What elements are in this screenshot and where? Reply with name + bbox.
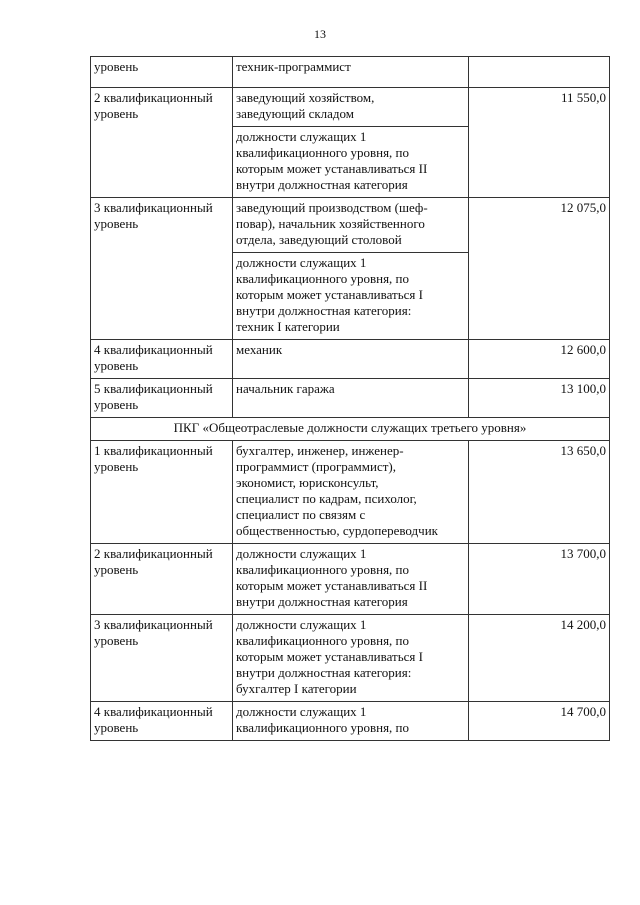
salary-cell: 12 600,0 bbox=[469, 340, 610, 379]
level-cell: 4 квалификационный уровень bbox=[91, 702, 233, 741]
position-cell: заведующий производством (шеф- повар), начальник хозяйственного отдела, заведующий столовой bbox=[233, 198, 469, 253]
position-cell: должности служащих 1 квалификационного уровня, по bbox=[233, 702, 469, 741]
position-cell: техник-программист bbox=[233, 57, 469, 88]
salary-cell: 14 700,0 bbox=[469, 702, 610, 741]
group-header-row bbox=[91, 418, 610, 441]
table-row bbox=[91, 702, 610, 741]
level-cell: 3 квалификационный уровень bbox=[91, 198, 233, 340]
level-cell: 5 квалификационный уровень bbox=[91, 379, 233, 418]
table-row bbox=[91, 615, 610, 702]
level-cell: 2 квалификационный уровень bbox=[91, 88, 233, 198]
level-cell: 2 квалификационный уровень bbox=[91, 544, 233, 615]
position-cell: должности служащих 1 квалификационного уровня, по которым может устанавливаться I внутри должностная категория: техник I категории bbox=[233, 253, 469, 340]
table-row bbox=[91, 544, 610, 615]
position-cell: должности служащих 1 квалификационного уровня, по которым может устанавливаться II внутри должностная категория bbox=[233, 127, 469, 198]
salary-cell bbox=[469, 57, 610, 88]
table-row bbox=[91, 57, 610, 88]
position-cell: бухгалтер, инженер, инженер- программист (программист), экономист, юрисконсульт, специалист по кадрам, психолог, специалист по связям с общественностью, сурдопереводчик bbox=[233, 441, 469, 544]
position-cell: должности служащих 1 квалификационного уровня, по которым может устанавливаться II внутри должностная категория bbox=[233, 544, 469, 615]
position-cell: механик bbox=[233, 340, 469, 379]
salary-cell: 13 700,0 bbox=[469, 544, 610, 615]
table-row bbox=[91, 379, 610, 418]
salary-cell: 13 100,0 bbox=[469, 379, 610, 418]
level-cell: уровень bbox=[91, 57, 233, 88]
level-cell: 4 квалификационный уровень bbox=[91, 340, 233, 379]
table-row bbox=[91, 441, 610, 544]
table-row bbox=[91, 198, 610, 253]
salary-cell: 14 200,0 bbox=[469, 615, 610, 702]
table-row bbox=[91, 88, 610, 127]
salary-cell: 11 550,0 bbox=[469, 88, 610, 198]
position-cell: заведующий хозяйством, заведующий складом bbox=[233, 88, 469, 127]
level-cell: 1 квалификационный уровень bbox=[91, 441, 233, 544]
position-cell: начальник гаража bbox=[233, 379, 469, 418]
table-row bbox=[91, 340, 610, 379]
salary-cell: 12 075,0 bbox=[469, 198, 610, 340]
salary-cell: 13 650,0 bbox=[469, 441, 610, 544]
salary-table bbox=[90, 56, 610, 741]
level-cell: 3 квалификационный уровень bbox=[91, 615, 233, 702]
position-cell: должности служащих 1 квалификационного уровня, по которым может устанавливаться I внутри должностная категория: бухгалтер I категории bbox=[233, 615, 469, 702]
group-header: ПКГ «Общеотраслевые должности служащих третьего уровня» bbox=[91, 418, 610, 441]
page-number: 13 bbox=[314, 27, 326, 41]
